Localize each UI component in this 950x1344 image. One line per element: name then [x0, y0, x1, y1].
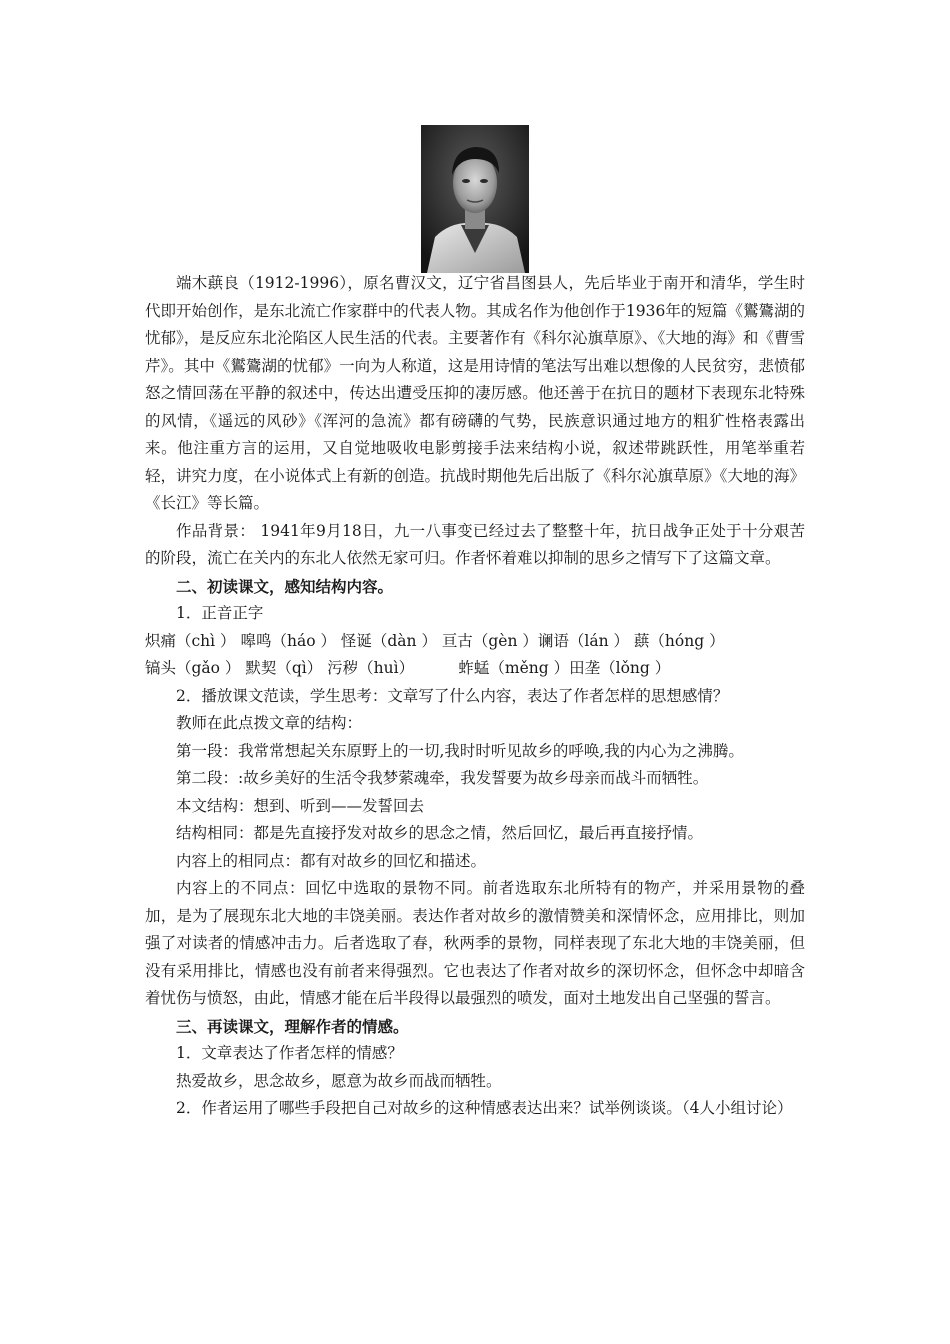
pinyin-row-2: 镐头（gǎo ） 默契（qì） 污秽（huì） 蚱蜢（měng ）田垄（lǒng ） [145, 659, 671, 677]
question-1: 1．文章表达了作者怎样的情感？ [176, 1044, 403, 1062]
answer-1: 热爱故乡，思念故乡，愿意为故乡而战而牺牲。 [176, 1071, 502, 1090]
different-content: 内容上的不同点：回忆中选取的景物不同。前者选取东北所特有的物产，并采用景物的叠加，是为了展现东北大地的丰饶美丽。表达作者对故乡的激情赞美和深情怀念，应用排比，则加强了对读者的情感冲击力。后者选取了春，秋两季的景物，同样表现了东北大地的丰饶美丽，但没有采用排比，情感也没有前者来得强烈。它也表达了作者对故乡的深切怀念，但怀念中却暗含着忧伤与愤怒，由此，情感才能在后半段得以最强烈的喷发，面对土地发出自己坚强的誓言。 [145, 879, 805, 1007]
pinyin-row-1: 炽痛（chì ） 嗥鸣（háo ） 怪诞（dàn ） 亘古（gèn ）谰语（lán ） 蕻（hóng ） [145, 631, 725, 650]
text-structure: 本文结构：想到、听到——发誓回去 [176, 796, 425, 815]
item-reading: 2．播放课文范读，学生思考：文章写了什么内容，表达了作者怎样的思想感情？ [176, 686, 729, 705]
document-body [145, 270, 805, 1123]
section-2-heading: 二、初读课文，感知结构内容。 [176, 576, 394, 596]
background-paragraph: 作品背景： 1941年9月18日，九一八事变已经过去了整整十年，抗日战争正处于十分艰苦的阶段，流亡在关内的东北人依然无家可归。作者怀着难以抑制的思乡之情写下了这篇文章。 [145, 521, 805, 567]
paragraph-2-summary: 第二段：:故乡美好的生活令我梦萦魂牵，我发誓要为故乡母亲而战斗而牺牲。 [176, 769, 709, 787]
question-2: 2．作者运用了哪些手段把自己对故乡的这种情感表达出来？试举例谈谈。（4人小组讨论） [176, 1099, 793, 1117]
author-portrait [421, 125, 529, 273]
same-content: 内容上的相同点：都有对故乡的回忆和描述。 [176, 851, 487, 870]
item-pronunciation: 1．正音正字 [176, 604, 264, 622]
same-structure: 结构相同：都是先直接抒发对故乡的思念之情，然后回忆，最后再直接抒情。 [176, 824, 704, 842]
paragraph-1-summary: 第一段：我常常想起关东原野上的一切,我时时听见故乡的呼唤,我的内心为之沸腾。 [176, 741, 744, 760]
teacher-note: 教师在此点拨文章的结构： [176, 714, 363, 732]
portrait-image [421, 125, 529, 273]
author-bio-paragraph: 端木蕻良（1912-1996），原名曹汉文，辽宁省昌图县人，先后毕业于南开和清华，学生时代即开始创作，是东北流亡作家群中的代表人物。其成名作为他创作于1936年的短篇《鸑鷟湖的忧郁》，是反应东北沦陷区人民生活的代表。主要著作有《科尔沁旗草原》、《大地的海》和《曹雪芹》。其中《鸑鷟湖的忧郁》一向为人称道，这是用诗情的笔法写出难以想像的人民贫穷，悲愤郁怒之情回荡在平静的叙述中，传达出遭受压抑的凄厉感。他还善于在抗日的题材下表现东北特殊的风情，《遥远的风砂》《浑河的急流》都有磅礴的气势，民族意识通过地方的粗犷性格表露出来。他注重方言的运用，又自觉地吸收电影剪接手法来结构小说，叙述带跳跃性，用笔举重若轻，讲究力度，在小说体式上有新的创造。抗战时期他先后出版了《科尔沁旗草原》《大地的海》《长江》等长篇。 [145, 274, 805, 512]
section-3-heading: 三、再读课文，理解作者的情感。 [176, 1016, 409, 1036]
